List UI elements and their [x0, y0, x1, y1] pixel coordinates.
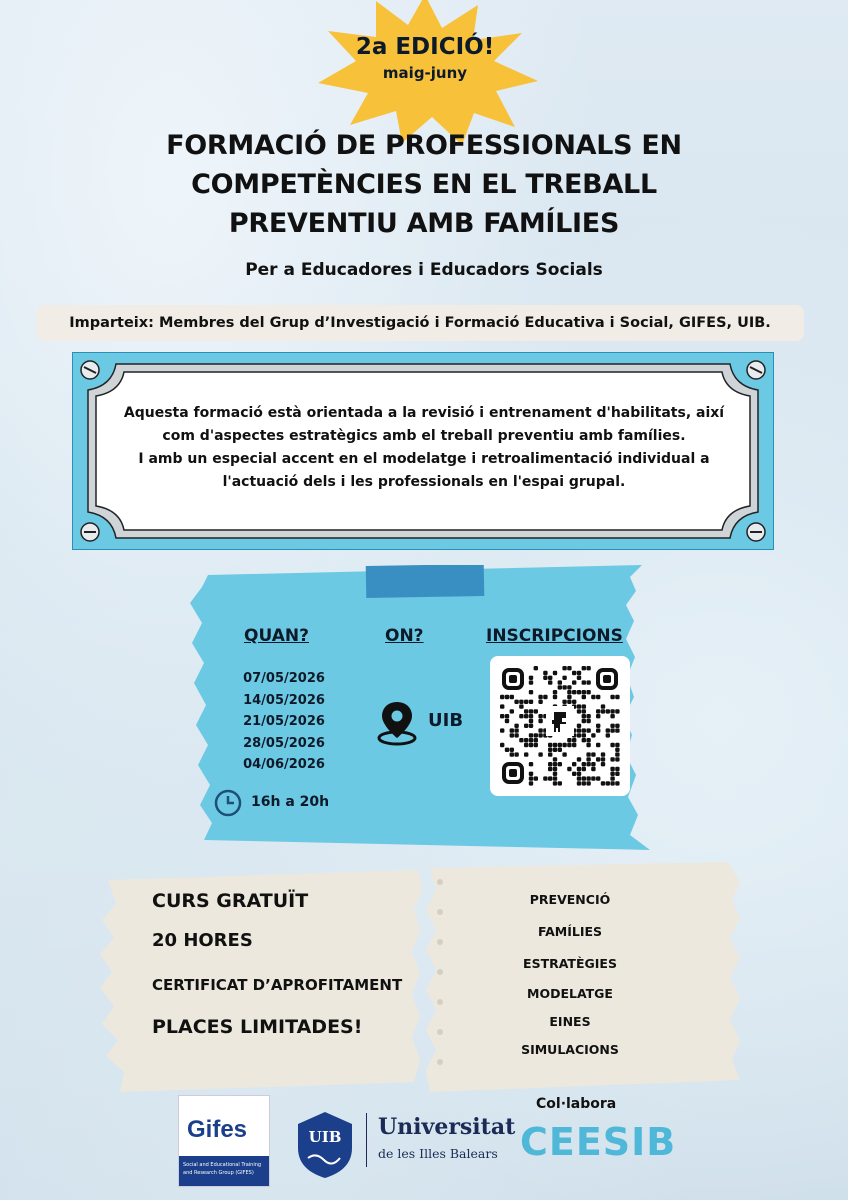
title-line: COMPETÈNCIES EN EL TREBALL: [191, 169, 657, 200]
gifes-logo-text: Gifes: [187, 1116, 248, 1143]
gifes-caption: and Research Group (GIFES): [183, 1170, 254, 1176]
logo-divider: [366, 1113, 367, 1167]
gifes-logo: [178, 1095, 270, 1187]
signup-heading: INSCRIPCIONS: [486, 626, 623, 646]
date-item: 28/05/2026: [243, 735, 325, 751]
edition-label: 2a EDICIÓ!: [355, 34, 495, 60]
ceesib-logo: CEESIB: [520, 1120, 677, 1164]
collaborates-label: Col·labora: [536, 1096, 617, 1112]
date-item: 14/05/2026: [243, 692, 325, 708]
page-title: [40, 126, 808, 243]
description-line: com d'aspectes estratègics amb el treball preventiu amb famílies.: [162, 428, 686, 444]
topic-tag: SIMULACIONS: [521, 1042, 619, 1057]
location-pin-icon: [376, 700, 418, 746]
date-item: 21/05/2026: [243, 714, 325, 729]
gifes-caption: Social and Educational Training: [183, 1162, 262, 1168]
description-line: I amb un especial accent en el modelatge i retroalimentació individual a: [138, 451, 710, 467]
date-item: 04/06/2026: [243, 757, 325, 772]
description-line: l'actuació dels i les professionals en l'espai grupal.: [222, 474, 626, 490]
hours-label: 20 HORES: [152, 930, 253, 951]
where-heading: ON?: [385, 626, 424, 646]
description-line: Aquesta formació està orientada a la revisió i entrenament d'habilitats, així: [123, 405, 725, 421]
dates-list: [224, 668, 344, 776]
title-line: FORMACIÓ DE PROFESSIONALS EN: [166, 130, 682, 161]
title-line: PREVENTIU AMB FAMÍLIES: [228, 208, 620, 239]
topic-tag: PREVENCIÓ: [529, 892, 611, 907]
description-text: [104, 402, 744, 494]
free-course-label: CURS GRATUÏT: [152, 890, 309, 912]
trainers-banner: Imparteix: Membres del Grup d’Investigació i Formació Educativa i Social, GIFES, UIB.: [36, 305, 804, 341]
time-text: 16h a 20h: [251, 794, 330, 810]
topic-tag: FAMÍLIES: [537, 924, 603, 939]
qr-code[interactable]: [490, 656, 630, 796]
university-name: Universitat: [378, 1114, 516, 1140]
when-heading: QUAN?: [244, 626, 309, 646]
topic-tag: EINES: [549, 1014, 591, 1029]
topic-tag: MODELATGE: [527, 986, 613, 1001]
period-label: maig-juny: [382, 64, 468, 82]
certificate-label: CERTIFICAT D’APROFITAMENT: [152, 976, 403, 994]
uib-mark: UIB: [308, 1128, 342, 1146]
location-text: UIB: [428, 710, 464, 731]
qr-code-icon: [490, 656, 630, 796]
date-item: 07/05/2026: [243, 671, 325, 686]
topic-tag: ESTRATÈGIES: [523, 956, 617, 971]
clock-icon: [214, 789, 242, 817]
university-subname: de les Illes Balears: [378, 1146, 498, 1161]
page-subtitle: Per a Educadores i Educadors Socials: [245, 260, 603, 280]
limited-places-label: PLACES LIMITADES!: [152, 1016, 363, 1038]
